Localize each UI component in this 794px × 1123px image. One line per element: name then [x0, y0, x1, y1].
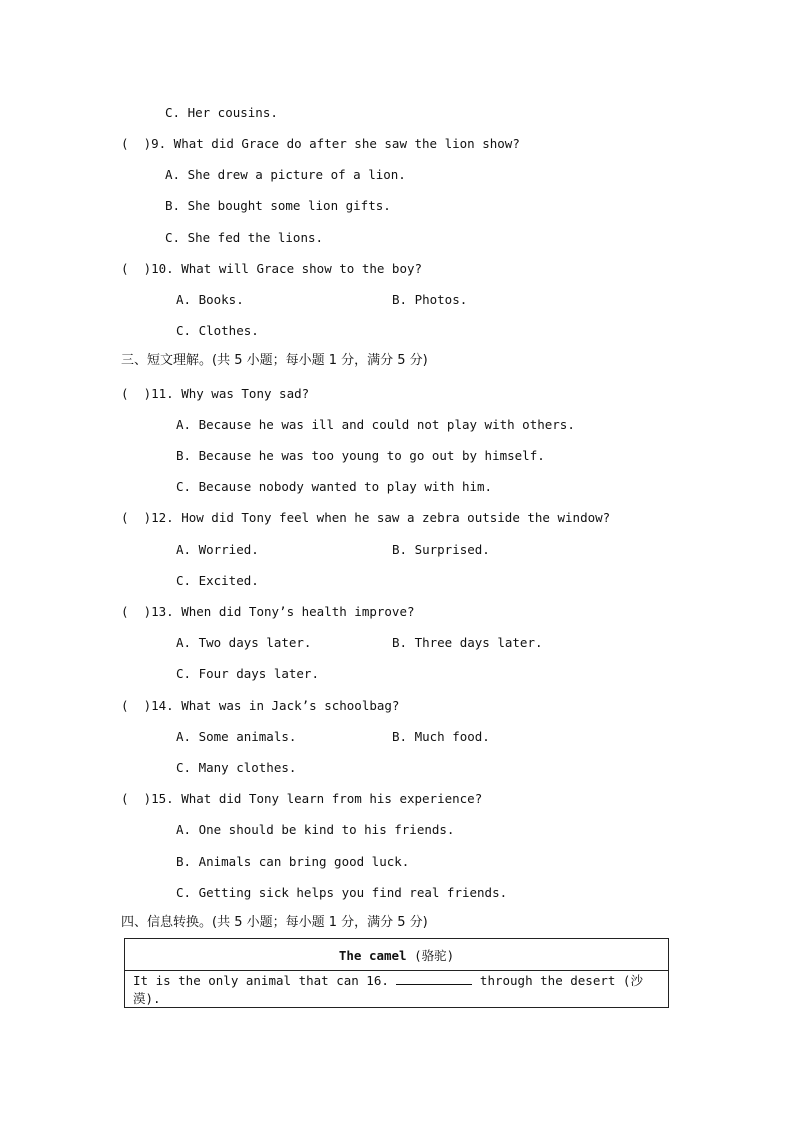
q10-option-a: A. Books.: [176, 292, 244, 307]
q10-question: ( )10. What will Grace show to the boy?: [121, 261, 423, 276]
q13-question: ( )13. When did Tony’s health improve?: [121, 604, 415, 619]
table-row: [125, 971, 669, 1008]
q14-option-a: A. Some animals.: [176, 729, 297, 744]
q12-option-c: C. Excited.: [176, 573, 259, 588]
table-header-cell: [125, 939, 669, 971]
table-header-row: [125, 939, 669, 971]
table-cell: [125, 971, 669, 1008]
q10-option-b: B. Photos.: [392, 292, 468, 307]
row1-text-after: through the desert (沙漠).: [133, 973, 643, 1006]
answer-blank-16[interactable]: [396, 973, 472, 985]
q9-option-c: C. She fed the lions.: [165, 230, 324, 245]
q13-option-c: C. Four days later.: [176, 666, 319, 681]
q12-question: ( )12. How did Tony feel when he saw a zebra outside the window?: [121, 510, 611, 525]
q15-question: ( )15. What did Tony learn from his experience?: [121, 791, 483, 806]
q9-option-b: B. She bought some lion gifts.: [165, 198, 391, 213]
q8-option-c: C. Her cousins.: [165, 105, 278, 120]
q11-option-c: C. Because nobody wanted to play with him.: [176, 479, 493, 494]
q12-option-a: A. Worried.: [176, 542, 259, 557]
q9-option-a: A. She drew a picture of a lion.: [165, 167, 406, 182]
table-header-en: The camel: [338, 947, 407, 963]
q13-option-a: A. Two days later.: [176, 635, 312, 650]
q11-option-a: A. Because he was ill and could not play with others.: [176, 417, 575, 432]
table-header-cn: (骆驼): [406, 947, 455, 963]
info-table: [124, 938, 669, 1008]
q15-option-a: A. One should be kind to his friends.: [176, 822, 455, 837]
q10-option-c: C. Clothes.: [176, 323, 259, 338]
q14-question: ( )14. What was in Jack’s schoolbag?: [121, 698, 400, 713]
q11-option-b: B. Because he was too young to go out by himself.: [176, 448, 545, 463]
q15-option-b: B. Animals can bring good luck.: [176, 854, 410, 869]
section4-title: 四、信息转换。(共 5 小题；每小题 1 分，满分 5 分): [121, 915, 428, 930]
q11-question: ( )11. Why was Tony sad?: [121, 386, 310, 401]
q14-option-c: C. Many clothes.: [176, 760, 297, 775]
q15-option-c: C. Getting sick helps you find real friends.: [176, 885, 508, 900]
q12-option-b: B. Surprised.: [392, 542, 490, 557]
row1-text-before: It is the only animal that can 16.: [133, 973, 397, 988]
q14-option-b: B. Much food.: [392, 729, 490, 744]
section3-title: 三、短文理解。(共 5 小题；每小题 1 分，满分 5 分): [121, 353, 428, 368]
q13-option-b: B. Three days later.: [392, 635, 543, 650]
q9-question: ( )9. What did Grace do after she saw the lion show?: [121, 136, 520, 151]
